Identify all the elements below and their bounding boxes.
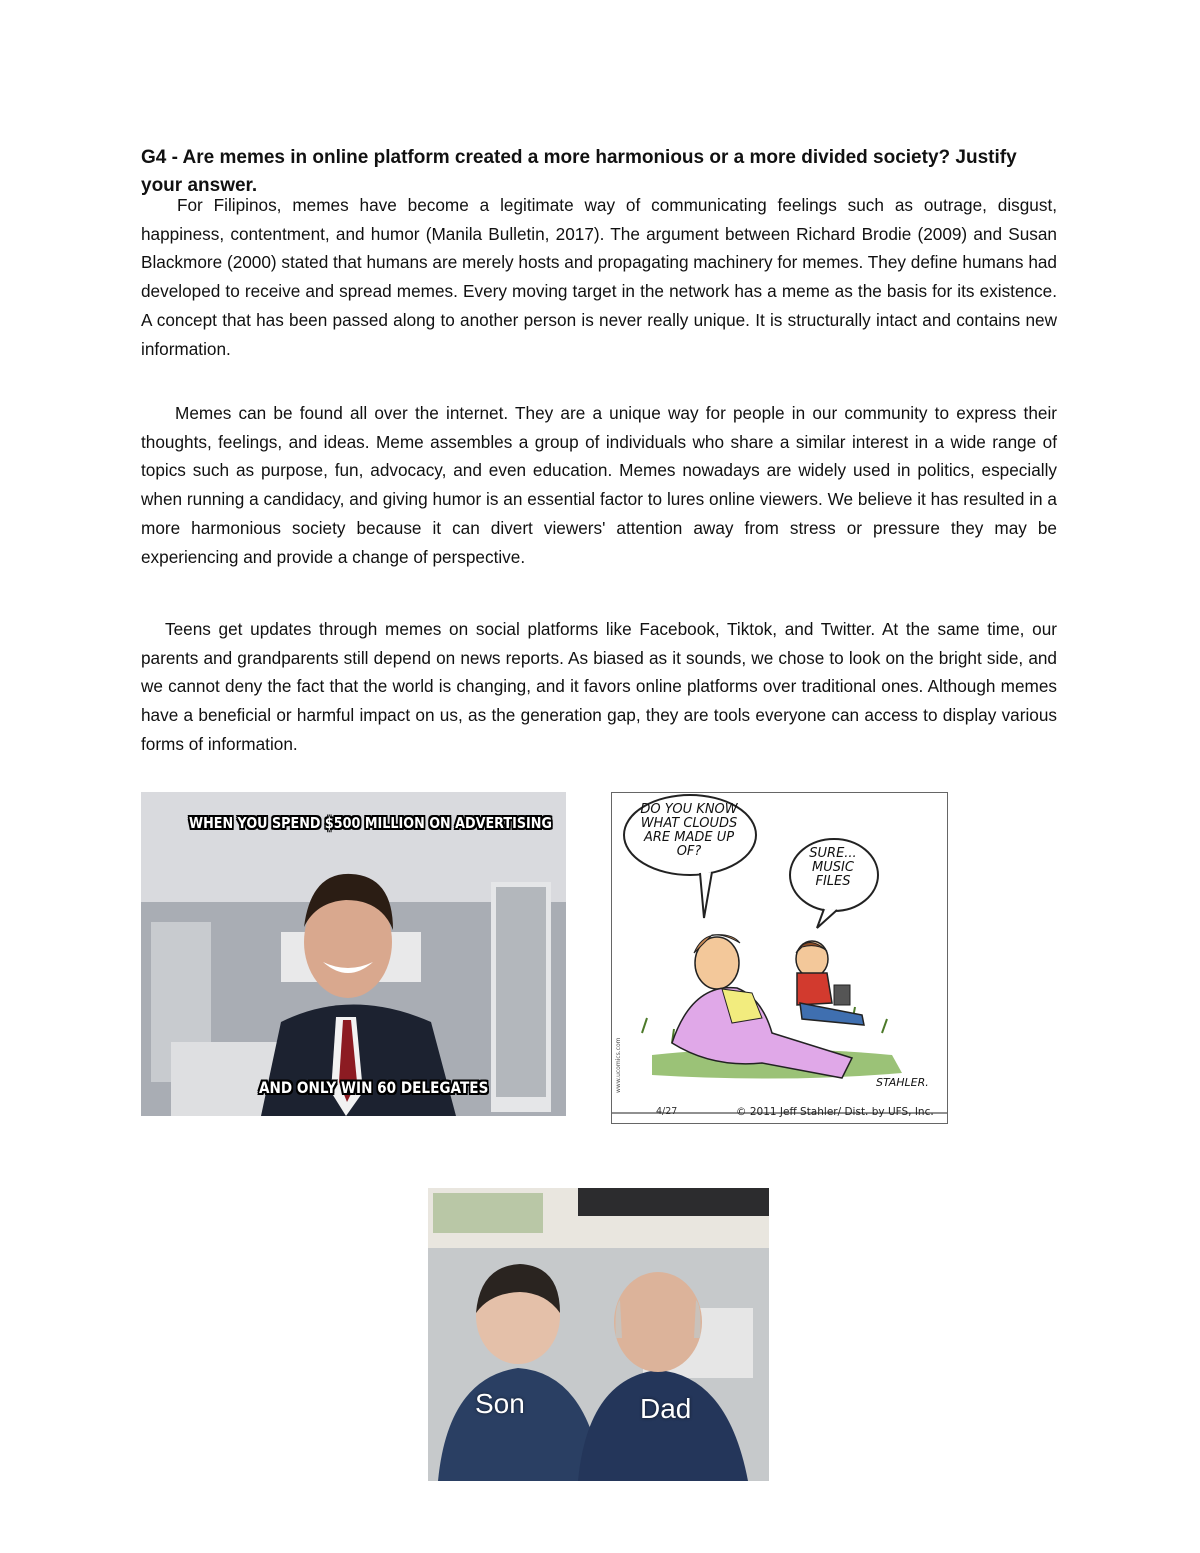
son-dad-meme-image: [428, 1188, 769, 1481]
meme-top-caption: WHEN YOU SPEND $500 MILLION ON ADVERTISING: [189, 814, 552, 832]
meme-bottom-caption: AND ONLY WIN 60 DELEGATES: [259, 1078, 489, 1097]
paragraph-2: Memes can be found all over the internet. They are a unique way for people in our community to express their thoughts, feelings, and ideas. Meme assembles a group of individuals who share a similar interest in a wide range of topics such as purpose, fun, advocacy, and even education. Memes nowadays are widely used in politics, especially when running a candidacy, and giving humor is an essential factor to lures online viewers. We believe it has resulted in a more harmonious society because it can divert viewers' attention away from stress or pressure they may be experiencing and provide a change of perspective.: [141, 403, 1057, 567]
comic-copyright: © 2011 Jeff Stahler/ Dist. by UFS, Inc.: [736, 1106, 934, 1118]
comic-website: www.ucomics.com: [615, 1037, 622, 1093]
son-label: Son: [475, 1388, 525, 1419]
politics-meme-illustration: [141, 792, 566, 1116]
comic-date: 4/27: [656, 1106, 678, 1117]
son-dad-illustration: [428, 1188, 769, 1481]
politics-meme-image: [141, 792, 566, 1116]
comic-speech-bubble-right: SURE... MUSIC FILES: [809, 846, 857, 889]
paragraph-1: For Filipinos, memes have become a legitimate way of communicating feelings such as outrage, disgust, happiness, contentment, and humor (Manila Bulletin, 2017). The argument between Richard Brodie (2009) and Susan Blackmore (2000) stated that humans are merely hosts and propagating machinery for memes. They define humans had developed to receive and spread memes. Every moving target in the network has a meme as the basis for its existence. A concept that has been passed along to another person is never really unique. It is structurally intact and contains new information.: [141, 195, 1057, 359]
comic-speech-bubble-left: DO YOU KNOW WHAT CLOUDS ARE MADE UP OF?: [640, 802, 738, 859]
comic-signature: STAHLER.: [876, 1076, 929, 1089]
page-heading: G4 - Are memes in online platform created a more harmonious or a more divided society? Justify your answer.: [141, 147, 1017, 196]
dad-label: Dad: [640, 1393, 692, 1424]
clouds-comic-image: [611, 792, 948, 1124]
paragraph-3: Teens get updates through memes on social platforms like Facebook, Tiktok, and Twitter. At the same time, our parents and grandparents still depend on news reports. As biased as it sounds, we chose to look on the bright side, and we cannot deny the fact that the world is changing, and it favors online platforms over traditional ones. Although memes have a beneficial or harmful impact on us, as the generation gap, they are tools everyone can access to display various forms of information.: [141, 619, 1057, 754]
